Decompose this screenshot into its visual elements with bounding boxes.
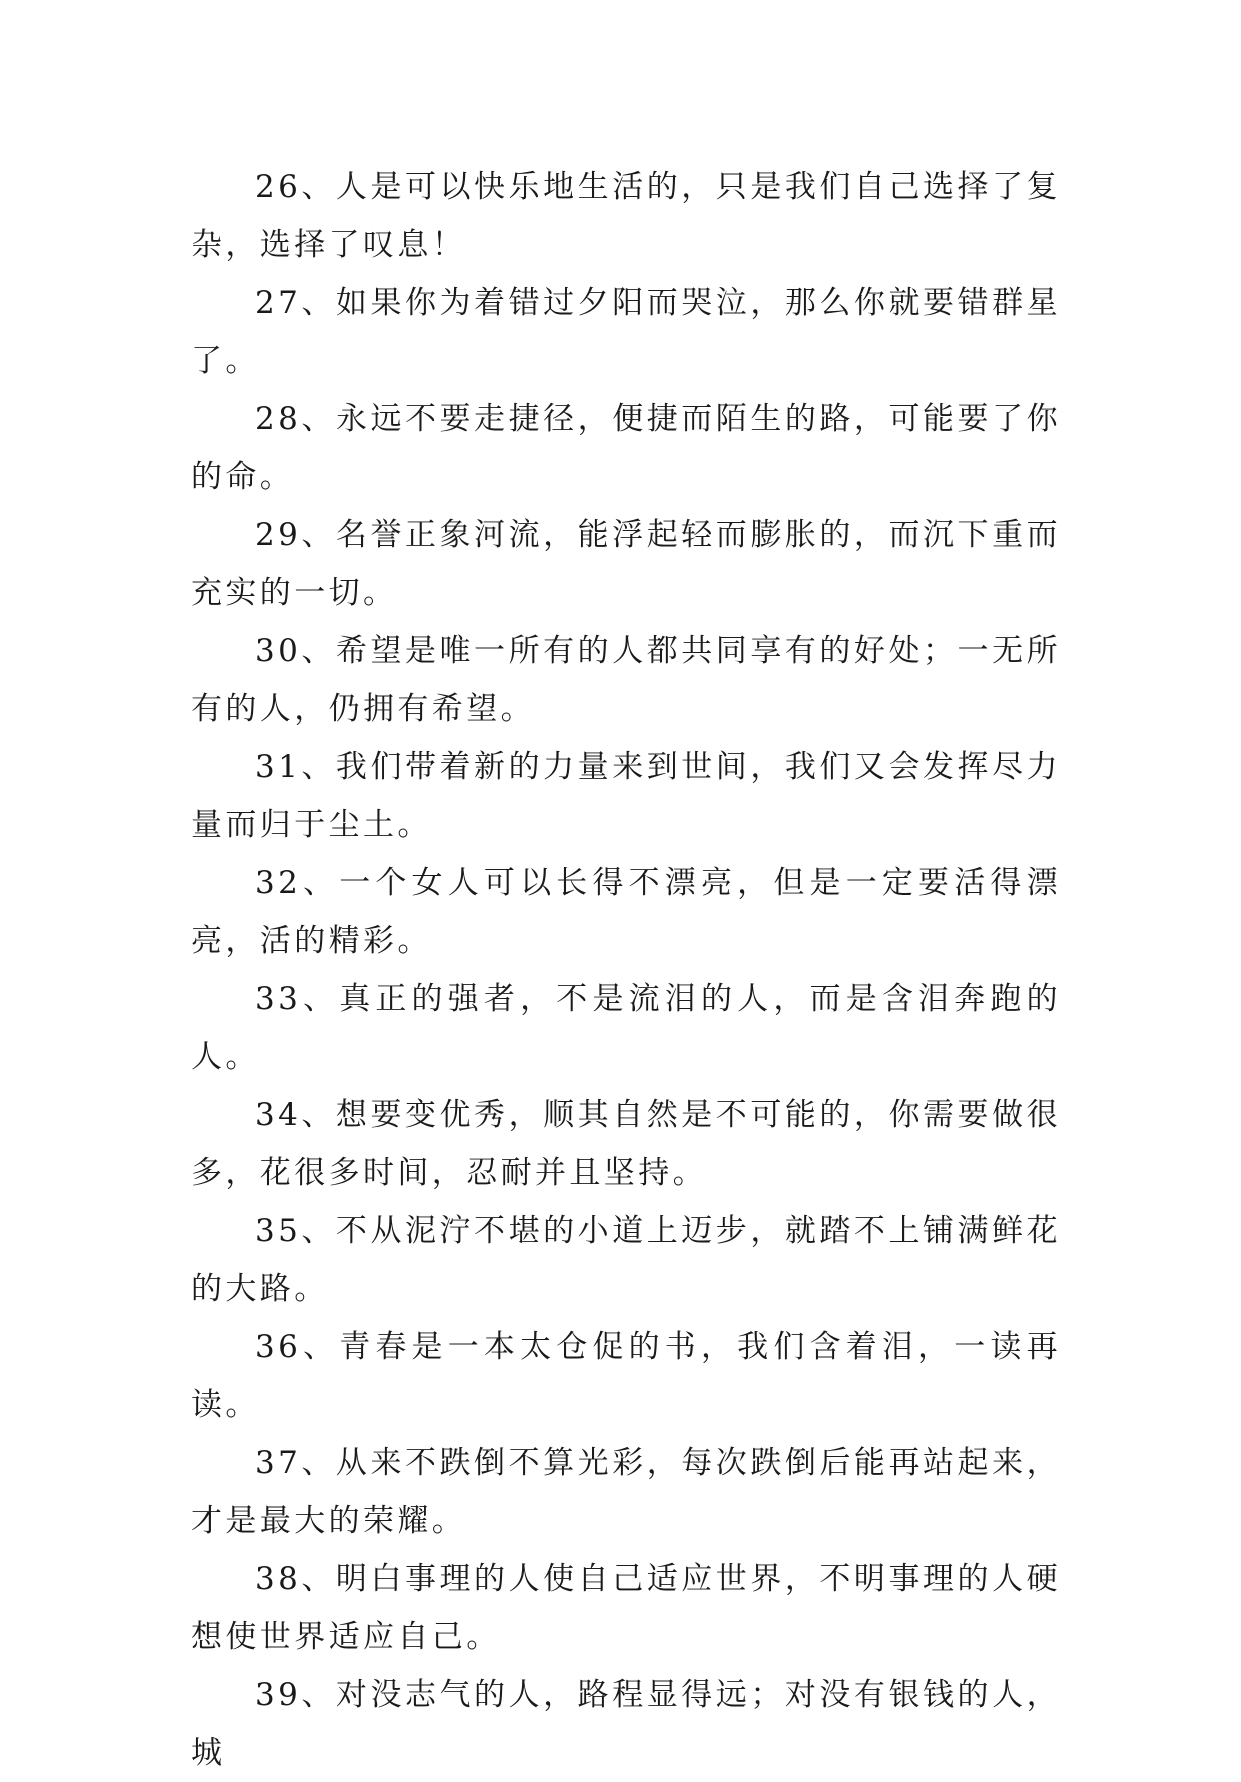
paragraph-35: 35、不从泥泞不堪的小道上迈步，就踏不上铺满鲜花的大路。 — [191, 1213, 1061, 1307]
paragraph-31: 31、我们带着新的力量来到世间，我们又会发挥尽力量而归于尘土。 — [191, 749, 1061, 843]
paragraph-33: 33、真正的强者，不是流泪的人，而是含泪奔跑的人。 — [191, 981, 1061, 1075]
paragraph-37: 37、从来不跌倒不算光彩，每次跌倒后能再站起来，才是最大的荣耀。 — [191, 1445, 1061, 1539]
paragraph-39: 39、对没志气的人，路程显得远；对没有银钱的人，城 — [191, 1677, 1061, 1771]
paragraph-29: 29、名誉正象河流，能浮起轻而膨胀的，而沉下重而充实的一切。 — [191, 517, 1061, 611]
paragraph-34: 34、想要变优秀，顺其自然是不可能的，你需要做很多，花很多时间，忍耐并且坚持。 — [191, 1097, 1061, 1191]
paragraph-27: 27、如果你为着错过夕阳而哭泣，那么你就要错群星了。 — [191, 285, 1061, 379]
paragraph-32: 32、一个女人可以长得不漂亮，但是一定要活得漂亮，活的精彩。 — [191, 865, 1061, 959]
paragraph-26: 26、人是可以快乐地生活的，只是我们自己选择了复杂，选择了叹息！ — [191, 169, 1061, 263]
paragraph-38: 38、明白事理的人使自己适应世界，不明事理的人硬想使世界适应自己。 — [191, 1561, 1061, 1655]
paragraph-28: 28、永远不要走捷径，便捷而陌生的路，可能要了你的命。 — [191, 401, 1061, 495]
document-body — [191, 158, 1061, 1782]
paragraph-36: 36、青春是一本太仓促的书，我们含着泪，一读再读。 — [191, 1329, 1061, 1423]
paragraph-30: 30、希望是唯一所有的人都共同享有的好处；一无所有的人，仍拥有希望。 — [191, 633, 1061, 727]
